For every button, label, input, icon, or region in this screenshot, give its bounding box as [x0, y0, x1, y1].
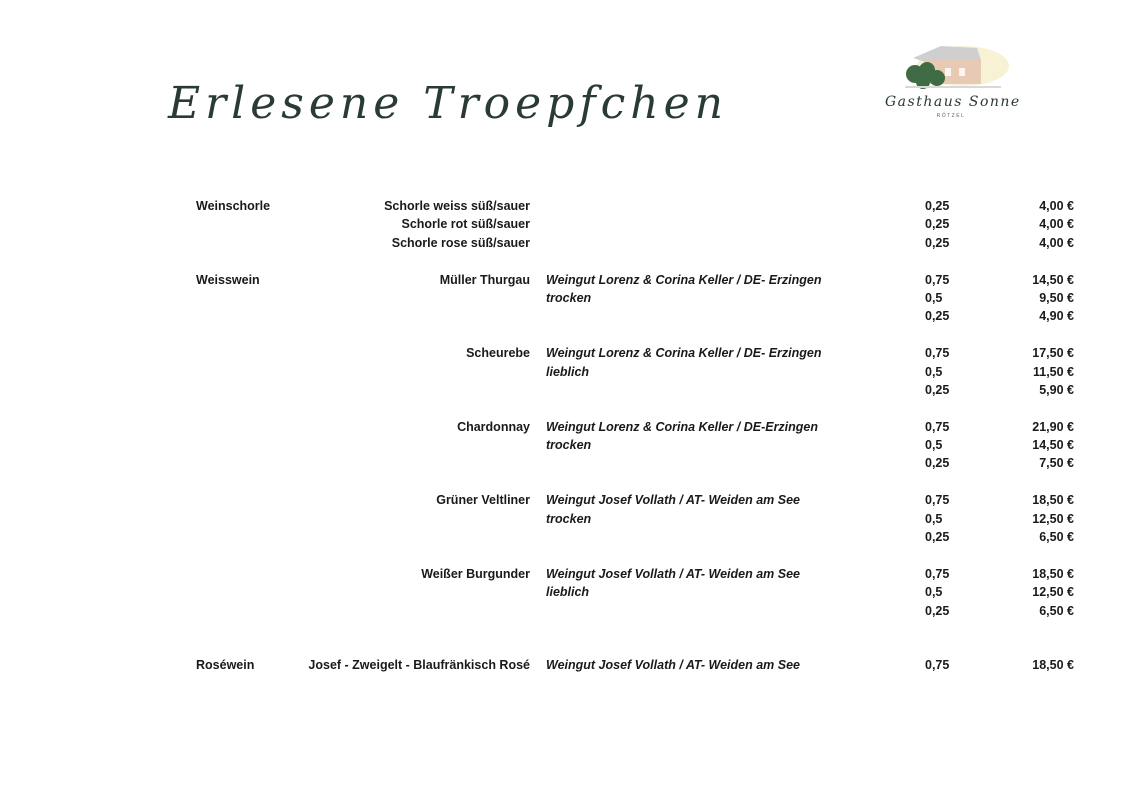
serving-size: 0,75	[925, 657, 950, 672]
price: 6,50 €	[1039, 603, 1074, 618]
table-row	[0, 491, 1121, 509]
serving-size: 0,75	[925, 272, 950, 287]
table-row	[0, 565, 1121, 583]
table-row	[0, 602, 1121, 620]
logo	[885, 40, 1021, 126]
category-label: Weisswein	[196, 272, 260, 287]
category-label: Weinschorle	[196, 199, 271, 213]
price: 4,90 €	[1039, 309, 1074, 324]
serving-size: 0,75	[925, 566, 950, 581]
wine-description: trocken	[546, 290, 592, 305]
table-row	[0, 583, 1121, 601]
table-row	[0, 381, 1121, 399]
price: 12,50 €	[1032, 585, 1074, 600]
price: 5,90 €	[1039, 382, 1074, 397]
price: 14,50 €	[1032, 272, 1074, 287]
table-row	[0, 436, 1121, 454]
table-row	[0, 234, 1121, 252]
wine-name: Schorle rot süß/sauer	[401, 217, 530, 232]
serving-size: 0,25	[925, 235, 950, 250]
table-row	[0, 215, 1121, 233]
price: 21,90 €	[1032, 419, 1074, 434]
serving-size: 0,5	[925, 511, 943, 526]
price: 12,50 €	[1032, 511, 1074, 526]
serving-size: 0,25	[925, 603, 950, 618]
price: 17,50 €	[1032, 346, 1074, 361]
logo-name: Gasthaus Sonne	[885, 94, 1021, 110]
wine-name: Weißer Burgunder	[421, 566, 530, 581]
price: 7,50 €	[1039, 456, 1074, 471]
wine-description: lieblich	[546, 585, 590, 600]
price: 14,50 €	[1032, 438, 1074, 453]
table-row	[0, 454, 1121, 472]
logo-place: RÖTZEL	[936, 113, 966, 119]
wine-description: trocken	[546, 511, 592, 526]
price: 9,50 €	[1039, 290, 1074, 305]
price: 4,00 €	[1039, 235, 1074, 250]
price: 11,50 €	[1032, 364, 1074, 379]
wine-list	[0, 197, 1121, 674]
wine-name: Schorle weiss süß/sauer	[384, 199, 530, 213]
serving-size: 0,25	[925, 199, 950, 213]
table-row	[0, 197, 1121, 215]
wine-name: Scheurebe	[466, 346, 530, 361]
wine-description: trocken	[546, 438, 592, 453]
serving-size: 0,75	[925, 346, 950, 361]
table-row	[0, 307, 1121, 325]
price: 18,50 €	[1032, 657, 1074, 672]
price: 18,50 €	[1032, 493, 1074, 508]
wine-description: Weingut Josef Vollath / AT- Weiden am See	[546, 566, 800, 581]
serving-size: 0,25	[925, 309, 950, 324]
serving-size: 0,25	[925, 530, 950, 545]
wine-name: Chardonnay	[457, 419, 530, 434]
wine-description: Weingut Josef Vollath / AT- Weiden am See	[546, 493, 800, 508]
wine-name: Schorle rose süß/sauer	[391, 235, 530, 250]
table-row	[0, 528, 1121, 546]
serving-size: 0,25	[925, 456, 950, 471]
serving-size: 0,5	[925, 364, 943, 379]
serving-size: 0,75	[925, 419, 950, 434]
table-row	[0, 363, 1121, 381]
table-row	[0, 271, 1121, 289]
serving-size: 0,5	[925, 585, 943, 600]
page-title: Erlesene Troepfchen	[168, 78, 728, 129]
serving-size: 0,75	[925, 493, 950, 508]
category-label: Roséwein	[196, 657, 255, 672]
table-row	[0, 289, 1121, 307]
price: 4,00 €	[1039, 217, 1074, 232]
wine-name: Josef - Zweigelt - Blaufränkisch Rosé	[308, 657, 530, 672]
wine-name: Müller Thurgau	[439, 272, 530, 287]
wine-description: Weingut Josef Vollath / AT- Weiden am See	[546, 657, 800, 672]
wine-description: Weingut Lorenz & Corina Keller / DE- Erzingen	[546, 272, 822, 287]
table-row	[0, 344, 1121, 362]
price: 18,50 €	[1032, 566, 1074, 581]
serving-size: 0,25	[925, 382, 950, 397]
price: 4,00 €	[1039, 199, 1074, 213]
serving-size: 0,5	[925, 290, 943, 305]
wine-description: lieblich	[546, 364, 590, 379]
table-row	[0, 418, 1121, 436]
wine-description: Weingut Lorenz & Corina Keller / DE-Erzingen	[546, 419, 819, 434]
table-row	[0, 510, 1121, 528]
house-logo-icon	[885, 40, 1017, 100]
serving-size: 0,25	[925, 217, 950, 232]
table-row	[0, 656, 1121, 674]
price: 6,50 €	[1039, 530, 1074, 545]
wine-name: Grüner Veltliner	[436, 493, 530, 508]
serving-size: 0,5	[925, 438, 943, 453]
wine-description: Weingut Lorenz & Corina Keller / DE- Erzingen	[546, 346, 822, 361]
